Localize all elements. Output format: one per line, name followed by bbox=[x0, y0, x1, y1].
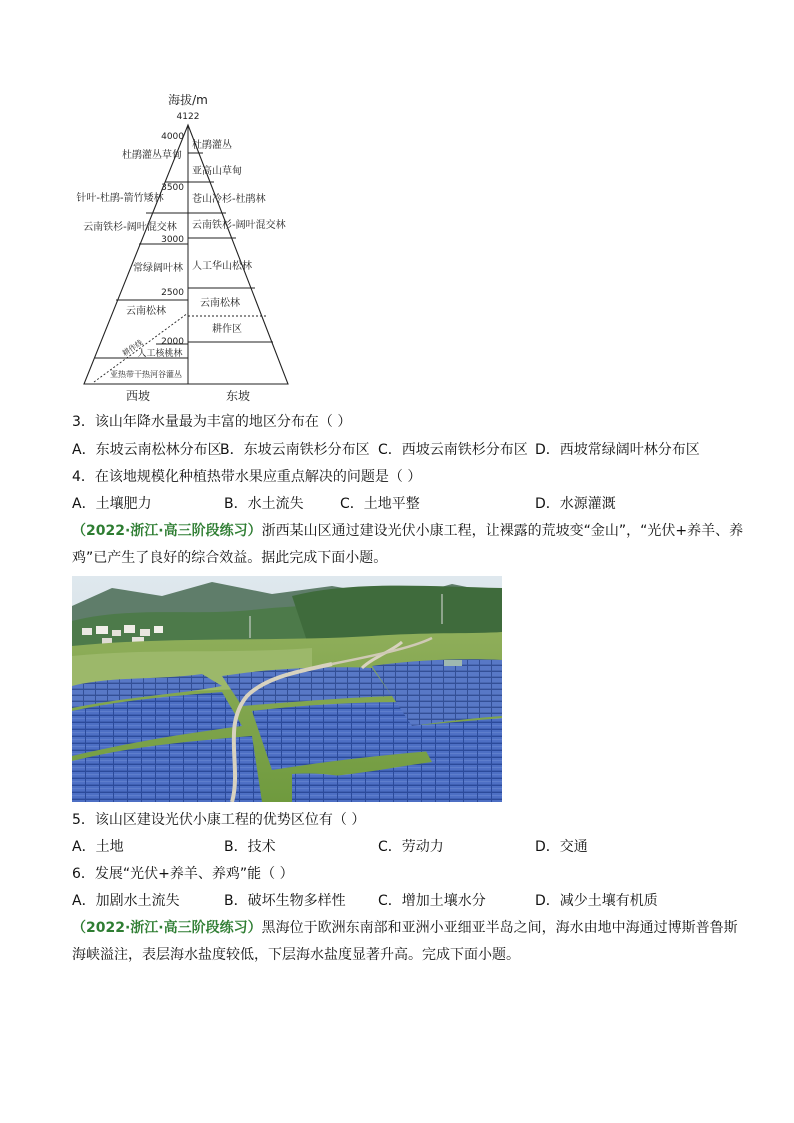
east-slope-label: 东坡 bbox=[225, 389, 251, 403]
q4-option-b[interactable]: B．水土流失 bbox=[224, 496, 304, 512]
passage-2-text-1: 黑海位于欧洲东南部和亚洲小亚细亚半岛之间，海水由地中海通过博斯普鲁斯 bbox=[261, 920, 738, 936]
q3-option-b[interactable]: B．东坡云南铁杉分布区 bbox=[220, 442, 370, 458]
mountain-outline bbox=[84, 125, 288, 384]
east-zone-rhododendron: 杜鹃灌丛 bbox=[192, 140, 232, 151]
passage-2-text-2: 海峡溢注，表层海水盐度较低，下层海水盐度显著升高。完成下面小题。 bbox=[72, 947, 520, 963]
q4-option-d[interactable]: D．水源灌溉 bbox=[535, 496, 616, 512]
q6-option-a[interactable]: A．加剧水土流失 bbox=[72, 893, 180, 909]
peak-label: 4122 bbox=[176, 112, 200, 122]
question-3-stem: 3．该山年降水量最为丰富的地区分布在（ ） bbox=[72, 414, 352, 430]
west-zone-evergreen-broadleaf: 常绿阔叶林 bbox=[133, 263, 183, 274]
tick-2000: 2000 bbox=[161, 337, 184, 347]
west-zone-conifer-bamboo: 针叶-杜鹃-箭竹矮林 bbox=[76, 193, 164, 204]
q4-option-c[interactable]: C．土地平整 bbox=[340, 496, 420, 512]
q6-option-b[interactable]: B．破坏生物多样性 bbox=[224, 893, 346, 909]
q5-option-b[interactable]: B．技术 bbox=[224, 839, 276, 855]
question-5-stem: 5．该山区建设光伏小康工程的优势区位有（ ） bbox=[72, 812, 366, 828]
tick-3000: 3000 bbox=[161, 235, 184, 245]
tick-3500: 3500 bbox=[161, 183, 184, 193]
q3-option-d[interactable]: D．西坡常绿阔叶林分布区 bbox=[535, 442, 700, 458]
passage-1-text-1: 浙西某山区通过建设光伏小康工程，让裸露的荒坡变“金山”，“光伏+养羊、养 bbox=[261, 523, 744, 539]
east-zone-cultivated: 耕作区 bbox=[212, 324, 242, 335]
solar-farm-photo bbox=[72, 576, 502, 802]
west-zone-yunnan-pine: 云南松林 bbox=[126, 306, 166, 317]
passage-2-source: （2022·浙江·高三阶段练习） bbox=[72, 920, 262, 936]
q5-option-c[interactable]: C．劳动力 bbox=[378, 839, 444, 855]
q5-option-a[interactable]: A．土地 bbox=[72, 839, 124, 855]
west-zone-walnut: 人工核桃林 bbox=[137, 349, 183, 359]
west-zone-rhododendron-meadow: 杜鹃灌丛草甸 bbox=[122, 150, 182, 161]
passage-1-text-2: 鸡”已产生了良好的综合效益。据此完成下面小题。 bbox=[72, 550, 388, 566]
q6-option-c[interactable]: C．增加土壤水分 bbox=[378, 893, 486, 909]
axis-title: 海拔/m bbox=[168, 93, 208, 107]
passage-2-line-1 bbox=[72, 918, 738, 938]
east-zone-subalpine-meadow: 亚高山草甸 bbox=[192, 166, 242, 177]
east-zone-huashan-pine: 人工华山松林 bbox=[192, 261, 252, 272]
q5-option-d[interactable]: D．交通 bbox=[535, 839, 588, 855]
q4-option-a[interactable]: A．土壤肥力 bbox=[72, 496, 152, 512]
q3-option-c[interactable]: C．西坡云南铁杉分布区 bbox=[378, 442, 528, 458]
passage-1-source: （2022·浙江·高三阶段练习） bbox=[72, 523, 262, 539]
east-zone-fir-rhododendron: 苍山冷杉-杜鹃林 bbox=[192, 194, 266, 205]
q3-option-a[interactable]: A．东坡云南松林分布区 bbox=[72, 442, 222, 458]
east-zone-yunnan-pine: 云南松林 bbox=[200, 298, 240, 309]
east-zone-hemlock-mixed: 云南铁杉-阔叶混交林 bbox=[192, 220, 286, 231]
cultivation-line-label: 耕作线 bbox=[120, 337, 145, 358]
question-6-stem: 6．发展“光伏+养羊、养鸡”能（ ） bbox=[72, 866, 294, 882]
tick-2500: 2500 bbox=[161, 288, 184, 298]
west-zone-hemlock-mixed: 云南铁杉-阔叶混交林 bbox=[83, 222, 177, 233]
west-slope-label: 西坡 bbox=[125, 389, 151, 403]
question-4-stem: 4．在该地规模化种植热带水果应重点解决的问题是（ ） bbox=[72, 469, 422, 485]
tick-4000: 4000 bbox=[161, 132, 184, 142]
mountain-zonation-diagram bbox=[60, 88, 340, 408]
q6-option-d[interactable]: D．减少土壤有机质 bbox=[535, 893, 658, 909]
west-zone-dry-valley-shrub: 亚热带干热河谷灌丛 bbox=[110, 370, 182, 379]
passage-1-line-1 bbox=[72, 521, 743, 541]
